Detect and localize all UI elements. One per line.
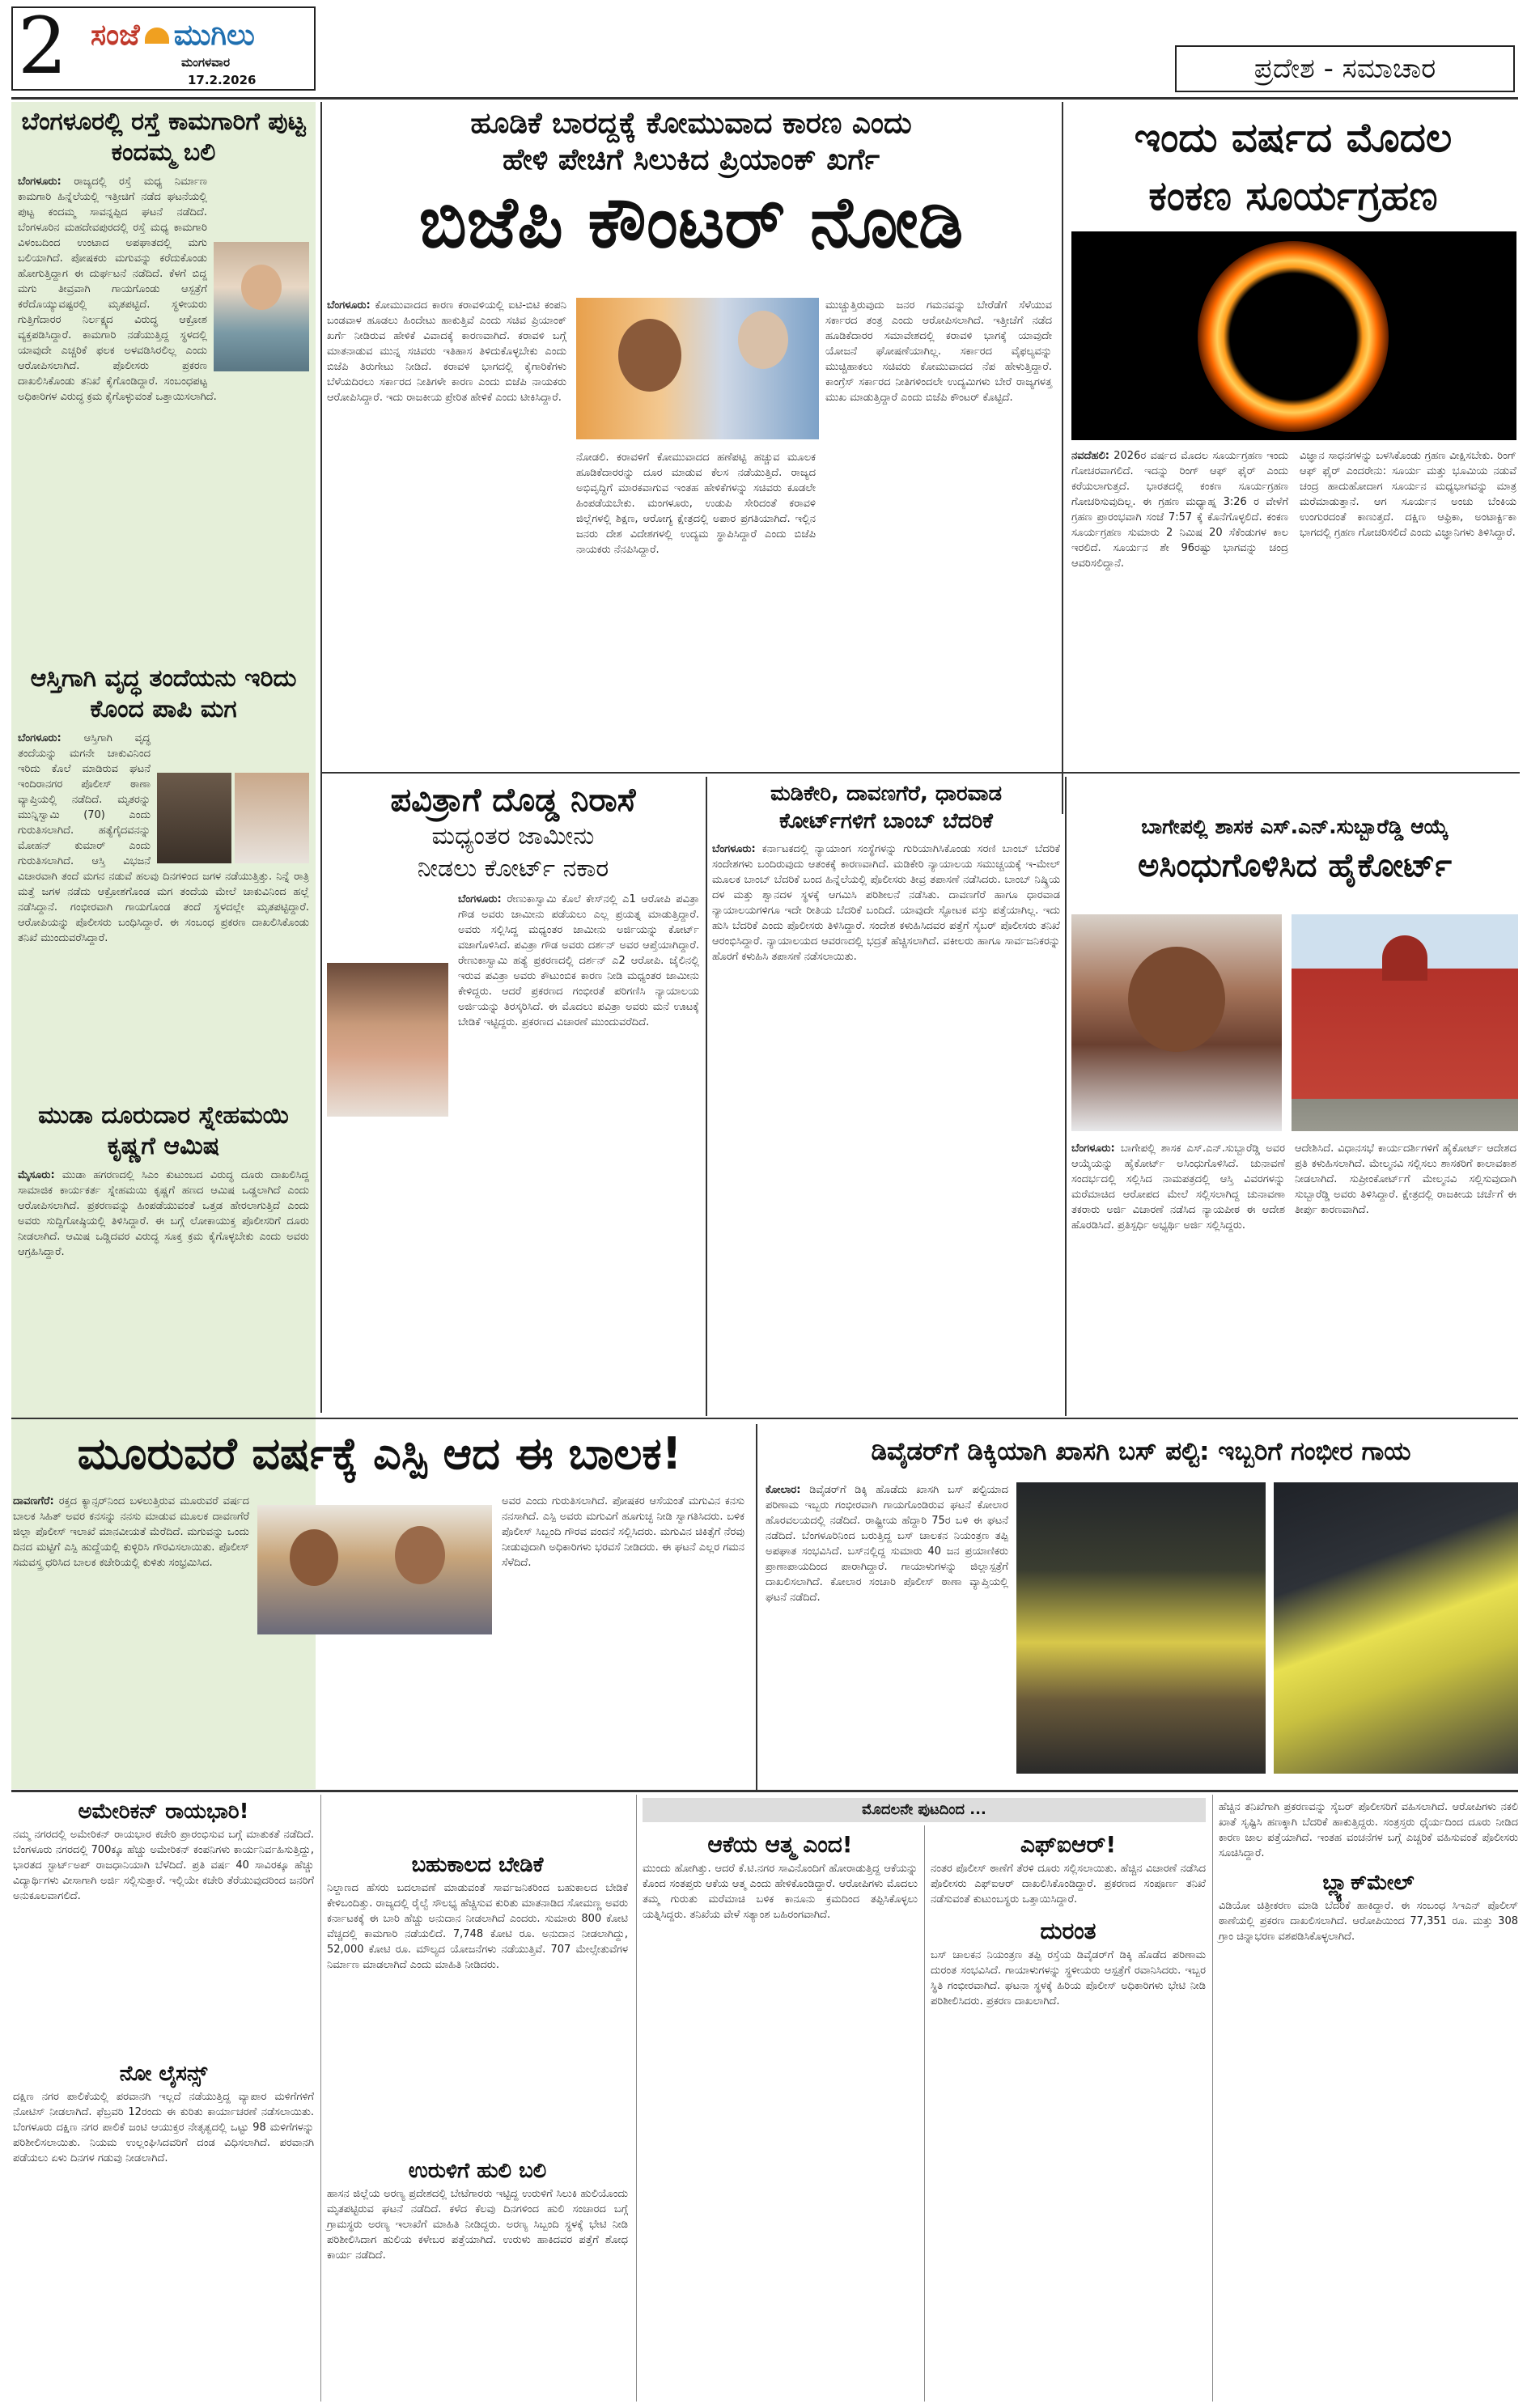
brand-part2: ಮುಗಿಲು — [173, 19, 255, 52]
body-text: ಮುಚ್ಚುತ್ತಿರುವುದು ಜನರ ಗಮನವನ್ನು ಬೇರೆಡೆಗೆ ಸೆಳೆಯುವ ಸರ್ಕಾರದ ತಂತ್ರ ಎಂದು ಆರೋಪಿಸಲಾಗಿದೆ. ಇತ್ತೀಚೆಗೆ ನಡೆದ ಹೂಡಿಕೆದಾರರ ಸಮಾವೇಶದಲ್ಲಿ ಕರಾವಳಿ ಭಾಗಕ್ಕೆ ಯಾವುದೇ ಯೋಜನೆ ಘೋಷಣೆಯಾಗಿಲ್ಲ. ಸರ್ಕಾರದ ವೈಫಲ್ಯವನ್ನು ಮುಚ್ಚಿಹಾಕಲು ಸಚಿವರು ಕೋಮುವಾದದ ನೆಪ ಹೇಳುತ್ತಿದ್ದಾರೆ. ಕಾಂಗ್ರೆಸ್ ಸರ್ಕಾರದ ನೀತಿಗಳಿಂದಲೇ ಉದ್ಯಮಿಗಳು ಬೇರೆ ರಾಜ್ಯಗಳತ್ತ ಮುಖ ಮಾಡುತ್ತಿದ್ದಾರೆ ಎಂದು ಬಿಜೆಪಿ ಕೌಂಟರ್ ಕೊಟ್ಟಿದೆ. — [825, 299, 1052, 404]
sp-boy-photo — [257, 1505, 492, 1634]
bjp-photo — [576, 298, 819, 439]
story-road-death — [18, 107, 309, 405]
dateline: ಬೆಂಗಳೂರು: — [18, 176, 62, 188]
body: ನಮ್ಮ ನಗರದಲ್ಲಿ ಅಮೇರಿಕನ್ ರಾಯಭಾರ ಕಚೇರಿ ಪ್ರಾರಂಭಿಸುವ ಬಗ್ಗೆ ಮಾತುಕತೆ ನಡೆದಿದೆ. ಬೆಂಗಳೂರು ನಗರದಲ್ಲಿ 700ಕ್ಕೂ ಹೆಚ್ಚು ಅಮೇರಿಕನ್ ಕಂಪನಿಗಳು ಕಾರ್ಯನಿರ್ವಹಿಸುತ್ತಿದ್ದು, ಭಾರತದ ಸ್ಟಾರ್ಟ್‌ಅಪ್ ರಾಜಧಾನಿಯಾಗಿ ಬೆಳೆದಿದೆ. ಪ್ರತಿ ವರ್ಷ 40 ಸಾವಿರಕ್ಕೂ ಹೆಚ್ಚು ವಿದ್ಯಾರ್ಥಿಗಳು ವೀಸಾಗಾಗಿ ಅರ್ಜಿ ಸಲ್ಲಿಸುತ್ತಾರೆ. ಇಲ್ಲಿಯೇ ಕಚೇರಿ ತೆರೆಯುವುದರಿಂದ ಜನರಿಗೆ ಅನುಕೂಲವಾಗಲಿದೆ. — [13, 1829, 314, 1902]
body-text: ರೇಣುಕಾಸ್ವಾಮಿ ಕೊಲೆ ಕೇಸ್‌ನಲ್ಲಿ ಎ1 ಆರೋಪಿ ಪವಿತ್ರಾ ಗೌಡ ಅವರು ಜಾಮೀನು ಪಡೆಯಲು ಎಲ್ಲ ಪ್ರಯತ್ನ ಮಾಡುತ್ತಿದ್ದಾರೆ. ಅವರು ಸಲ್ಲಿಸಿದ್ದ ಮಧ್ಯಂತರ ಜಾಮೀನು ಅರ್ಜಿಯನ್ನು ಕೋರ್ಟ್ ವಜಾಗೊಳಿಸಿದೆ. ಪವಿತ್ರಾ ಗೌಡ ಅವರು ದರ್ಶನ್ ಅವರ ಆಪ್ತೆಯಾಗಿದ್ದಾರೆ. ರೇಣುಕಾಸ್ವಾಮಿ ಹತ್ಯೆ ಪ್ರಕರಣದಲ್ಲಿ ದರ್ಶನ್ ಎ2 ಆರೋಪಿ. ಜೈಲಿನಲ್ಲಿ ಇರುವ ಪವಿತ್ರಾ ಅವರು ಕೌಟುಂಬಿಕ ಕಾರಣ ನೀಡಿ ಮಧ್ಯಂತರ ಜಾಮೀನು ಕೇಳಿದ್ದರು. ಆದರೆ ಪ್ರಕರಣದ ಗಂಭೀರತೆ ಪರಿಗಣಿಸಿ ನ್ಯಾಯಾಲಯ ಅರ್ಜಿಯನ್ನು ತಿರಸ್ಕರಿಸಿದೆ. ಈ ಮೊದಲು ಪವಿತ್ರಾ ಅವರು ಮನೆ ಊಟಕ್ಕೆ ಬೇಡಿಕೆ ಇಟ್ಟಿದ್ದರು. ಪ್ರಕರಣದ ವಿಚಾರಣೆ ಮುಂದುವರೆದಿದೆ. — [458, 893, 699, 1028]
story-bjp-counter — [327, 105, 1055, 267]
sub-heading: ಎಫ್‌ಐಆರ್! — [1020, 1831, 1117, 1858]
headline-line2: ಕಂಕಣ ಸೂರ್ಯಗ್ರಹಣ — [1148, 172, 1438, 219]
headline-line2: ಮಧ್ಯಂತರ ಜಾಮೀನು — [431, 822, 595, 850]
body-text: ಆದೇಶಿಸಿದೆ. ವಿಧಾನಸಭೆ ಕಾರ್ಯದರ್ಶಿಗಳಿಗೆ ಹೈಕೋರ್ಟ್ ಆದೇಶದ ಪ್ರತಿ ಕಳುಹಿಸಲಾಗಿದೆ. ಮೇಲ್ಮನವಿ ಸಲ್ಲಿಸಲು ಶಾಸಕರಿಗೆ ಕಾಲಾವಕಾಶ ನೀಡಲಾಗಿದೆ. ಸುಪ್ರೀಂಕೋರ್ಟ್‌ಗೆ ಮೇಲ್ಮನವಿ ಸಲ್ಲಿಸುವುದಾಗಿ ಸುಬ್ಬಾರೆಡ್ಡಿ ಅವರು ತಿಳಿಸಿದ್ದಾರೆ. ಕ್ಷೇತ್ರದಲ್ಲಿ ರಾಜಕೀಯ ಚರ್ಚೆಗೆ ಈ ತೀರ್ಪು ಕಾರಣವಾಗಿದೆ. — [1295, 1143, 1516, 1216]
headline: ಮುಡಾ ದೂರುದಾರ ಸ್ನೇಹಮಯಿ ಕೃಷ್ಣಗೆ ಆಮಿಷ — [38, 1101, 289, 1160]
continued-banner: ಮೊದಲನೇ ಪುಟದಿಂದ ... — [643, 1798, 1206, 1822]
accused-photos — [157, 773, 309, 863]
eclipse-photo — [1071, 231, 1516, 440]
dateline: ಬೆಂಗಳೂರು: — [458, 893, 502, 905]
dateline: ಬೆಂಗಳೂರು: — [712, 843, 756, 855]
bus-photo-1 — [1016, 1482, 1266, 1774]
dateline: ದಾವಣಗೆರೆ: — [13, 1495, 54, 1507]
mla-col1 — [1071, 1141, 1285, 1233]
dateline: ನವದೆಹಲಿ: — [1071, 450, 1109, 462]
masthead-rule — [11, 97, 1518, 100]
brief-demand — [327, 1850, 628, 1973]
headline-line1: ಪವಿತ್ರಾಗೆ ದೊಡ್ಡ ನಿರಾಸೆ — [390, 782, 636, 819]
weekday: ಮಂಗಳವಾರ — [181, 55, 231, 70]
brand-logo — [91, 16, 309, 55]
body-text: ನೋಡಲಿ. ಕರಾವಳಿಗೆ ಕೋಮುವಾದದ ಹಣೆಪಟ್ಟಿ ಹಚ್ಚುವ ಮೂಲಕ ಹೂಡಿಕೆದಾರರನ್ನು ದೂರ ಮಾಡುವ ಕೆಲಸ ನಡೆಯುತ್ತಿದೆ. ರಾಜ್ಯದ ಅಭಿವೃದ್ಧಿಗೆ ಮಾರಕವಾಗುವ ಇಂತಹ ಹೇಳಿಕೆಗಳನ್ನು ಸಚಿವರು ಕೂಡಲೇ ಹಿಂಪಡೆಯಬೇಕು. ಮಂಗಳೂರು, ಉಡುಪಿ ಸೇರಿದಂತೆ ಕರಾವಳಿ ಜಿಲ್ಲೆಗಳಲ್ಲಿ ಶಿಕ್ಷಣ, ಆರೋಗ್ಯ ಕ್ಷೇತ್ರದಲ್ಲಿ ಅಪಾರ ಪ್ರಗತಿಯಾಗಿದೆ. ಇಲ್ಲಿನ ಜನರು ದೇಶ ವಿದೇಶಗಳಲ್ಲಿ ಉದ್ಯಮ ಸ್ಥಾಪಿಸಿದ್ದಾರೆ ಎಂದು ಬಿಜೆಪಿ ನಾಯಕರು ನೆನಪಿಸಿದ್ದಾರೆ. — [576, 451, 816, 556]
body: ದಕ್ಷಿಣ ನಗರ ಪಾಲಿಕೆಯಲ್ಲಿ ಪರವಾನಗಿ ಇಲ್ಲದೆ ನಡೆಯುತ್ತಿದ್ದ ವ್ಯಾಪಾರ ಮಳಿಗೆಗಳಿಗೆ ನೋಟಿಸ್ ನೀಡಲಾಗಿದೆ. ಫೆಬ್ರವರಿ 12ರಂದು ಈ ಕುರಿತು ಕಾರ್ಯಾಚರಣೆ ನಡೆಸಲಾಯಿತು. ಬೆಂಗಳೂರು ದಕ್ಷಿಣ ನಗರ ಪಾಲಿಕೆ ಜಂಟಿ ಆಯುಕ್ತರ ನೇತೃತ್ವದಲ್ಲಿ ಒಟ್ಟು 98 ಮಳಿಗೆಗಳನ್ನು ಪರಿಶೀಲಿಸಲಾಯಿತು. ನಿಯಮ ಉಲ್ಲಂಘಿಸಿದವರಿಗೆ ದಂಡ ವಿಧಿಸಲಾಗಿದೆ. ಪರವಾನಗಿ ಪಡೆಯಲು ಏಳು ದಿನಗಳ ಗಡುವು ನೀಡಲಾಗಿದೆ. — [13, 2091, 314, 2164]
body-text: ಡಿವೈಡರ್‌ಗೆ ಡಿಕ್ಕಿ ಹೊಡೆದು ಖಾಸಗಿ ಬಸ್ ಪಲ್ಟಿಯಾದ ಪರಿಣಾಮ ಇಬ್ಬರು ಗಂಭೀರವಾಗಿ ಗಾಯಗೊಂಡಿರುವ ಘಟನೆ ಕೋಲಾರ ಹೊರವಲಯದಲ್ಲಿ ನಡೆದಿದೆ. ರಾಷ್ಟ್ರೀಯ ಹೆದ್ದಾರಿ 75ರ ಬಳಿ ಈ ಘಟನೆ ನಡೆದಿದೆ. ಬೆಂಗಳೂರಿನಿಂದ ಬರುತ್ತಿದ್ದ ಬಸ್ ಚಾಲಕನ ನಿಯಂತ್ರಣ ತಪ್ಪಿ ಅಪಘಾತ ಸಂಭವಿಸಿದೆ. ಬಸ್‌ನಲ್ಲಿದ್ದ ಸುಮಾರು 40 ಜನ ಪ್ರಯಾಣಿಕರು ಪ್ರಾಣಾಪಾಯದಿಂದ ಪಾರಾಗಿದ್ದಾರೆ. ಗಾಯಾಳುಗಳನ್ನು ಜಿಲ್ಲಾಸ್ಪತ್ರೆಗೆ ದಾಖಲಿಸಲಾಗಿದೆ. ಕೋಲಾರ ಸಂಚಾರಿ ಪೊಲೀಸ್ ಠಾಣಾ ವ್ಯಾಪ್ತಿಯಲ್ಲಿ ಘಟನೆ ನಡೆದಿದೆ. — [766, 1484, 1008, 1604]
story-bus — [764, 1434, 1518, 1469]
section-label: ಪ್ರದೇಶ - ಸಮಾಚಾರ — [1175, 45, 1515, 92]
body-text: ಕೋಮುವಾದದ ಕಾರಣ ಕರಾವಳಿಯಲ್ಲಿ ಐಟಿ-ಬಿಟಿ ಕಂಪನಿ ಬಂಡವಾಳ ಹೂಡಲು ಹಿಂದೇಟು ಹಾಕುತ್ತಿವೆ ಎಂದು ಸಚಿವ ಪ್ರಿಯಾಂಕ್ ಖರ್ಗೆ ನೀಡಿರುವ ಹೇಳಿಕೆ ವಿವಾದಕ್ಕೆ ಕಾರಣವಾಗಿದೆ. ಕರಾವಳಿ ಬಗ್ಗೆ ಮಾತನಾಡುವ ಮುನ್ನ ಸಚಿವರು ಇತಿಹಾಸ ತಿಳಿದುಕೊಳ್ಳಬೇಕು ಎಂದು ಬಿಜೆಪಿ ತಿರುಗೇಟು ನೀಡಿದೆ. ಕರಾವಳಿ ಭಾಗದಲ್ಲಿ ಕೈಗಾರಿಕೆಗಳು ಬೆಳೆಯದಿರಲು ಸರ್ಕಾರದ ನೀತಿಗಳೇ ಕಾರಣ ಎಂದು ಬಿಜೆಪಿ ನಾಯಕರು ಆರೋಪಿಸಿದ್ದಾರೆ. ಇದು ರಾಜಕೀಯ ಪ್ರೇರಿತ ಹೇಳಿಕೆ ಎಂದು ಟೀಕಿಸಿದ್ದಾರೆ. — [327, 299, 566, 404]
bjp-col2 — [576, 450, 816, 557]
body-text: ರಕ್ತದ ಕ್ಯಾನ್ಸರ್‌ನಿಂದ ಬಳಲುತ್ತಿರುವ ಮೂರುವರೆ ವರ್ಷದ ಬಾಲಕ ಸಿಹಿತ್ ಅವರ ಕನಸನ್ನು ನನಸು ಮಾಡುವ ಮೂಲಕ ದಾವಣಗೆರೆ ಜಿಲ್ಲಾ ಪೊಲೀಸ್ ಇಲಾಖೆ ಮಾನವೀಯತೆ ಮೆರೆದಿದೆ. ಮಗುವನ್ನು ಒಂದು ದಿನದ ಮಟ್ಟಿಗೆ ಎಸ್ಪಿ ಹುದ್ದೆಯಲ್ಲಿ ಕುಳ್ಳಿರಿಸಿ ಗೌರವಿಸಲಾಯಿತು. ಪೊಲೀಸ್ ಸಮವಸ್ತ್ರ ಧರಿಸಿದ ಬಾಲಕ ಕಚೇರಿಯಲ್ಲಿ ಕುಳಿತು ಸಂಭ್ರಮಿಸಿದ. — [13, 1495, 249, 1569]
brief-rule-2 — [636, 1795, 637, 2402]
dateline: ಬೆಂಗಳೂರು: — [1071, 1143, 1115, 1155]
bjp-col3 — [825, 298, 1052, 405]
brand-part1: ಸಂಜೆ — [91, 19, 140, 52]
sp-boy-col1 — [13, 1494, 249, 1571]
headline-line1: ಇಂದು ವರ್ಷದ ಮೊದಲ — [1134, 114, 1453, 161]
high-court-photo — [1292, 914, 1518, 1131]
eclipse-col2 — [1300, 448, 1516, 541]
headline: ಡಿವೈಡರ್‌ಗೆ ಡಿಕ್ಕಿಯಾಗಿ ಖಾಸಗಿ ಬಸ್ ಪಲ್ಟಿ: ಇಬ್ಬರಿಗೆ ಗಂಭೀರ ಗಾಯ — [871, 1437, 1411, 1466]
brief-tiger — [327, 2156, 628, 2263]
headline: ನೋ ಲೈಸನ್ಸ್ — [119, 2062, 208, 2086]
headline-line2: ಕೋರ್ಟ್‌ಗಳಿಗೆ ಬಾಂಬ್ ಬೆದರಿಕೆ — [779, 809, 993, 833]
headline: ಉರುಳಿಗೆ ಹುಲಿ ಬಲಿ — [408, 2159, 547, 2183]
brief-rule-1 — [320, 1795, 321, 2402]
bottom-section-rule — [11, 1790, 1518, 1792]
dateline: ಕೋಲಾರ: — [766, 1484, 801, 1496]
sp-boy-rule — [756, 1424, 757, 1790]
dateline: ಬೆಂಗಳೂರು: — [327, 299, 371, 312]
body-text: ಕರ್ನಾಟಕದಲ್ಲಿ ನ್ಯಾಯಾಂಗ ಸಂಸ್ಥೆಗಳನ್ನು ಗುರಿಯಾಗಿಸಿಕೊಂಡು ಸರಣಿ ಬಾಂಬ್ ಬೆದರಿಕೆ ಸಂದೇಶಗಳು ಬಂದಿರುವುದು ಆತಂಕಕ್ಕೆ ಕಾರಣವಾಗಿದೆ. ಮಡಿಕೇರಿ ನ್ಯಾಯಾಲಯ ಸಮುಚ್ಚಯಕ್ಕೆ ಇ-ಮೇಲ್ ಮೂಲಕ ಬಾಂಬ್ ಬೆದರಿಕೆ ಬಂದ ಹಿನ್ನೆಲೆಯಲ್ಲಿ ಪೊಲೀಸರು ತೀವ್ರ ತಪಾಸಣೆ ನಡೆಸಿದರು. ಬಾಂಬ್ ನಿಷ್ಕ್ರಿಯ ದಳ ಮತ್ತು ಶ್ವಾನದಳ ಸ್ಥಳಕ್ಕೆ ಆಗಮಿಸಿ ಪರಿಶೀಲನೆ ನಡೆಸಿತು. ದಾವಣಗೆರೆ ಹಾಗೂ ಧಾರವಾಡ ನ್ಯಾಯಾಲಯಗಳಿಗೂ ಇದೇ ರೀತಿಯ ಬೆದರಿಕೆ ಬಂದಿದೆ. ಯಾವುದೇ ಸ್ಫೋಟಕ ವಸ್ತು ಪತ್ತೆಯಾಗಿಲ್ಲ. ಇದು ಹುಸಿ ಬೆದರಿಕೆ ಎಂದು ಪೊಲೀಸರು ತಿಳಿಸಿದ್ದಾರೆ. ಸಂದೇಶ ಕಳುಹಿಸಿದವರ ಪತ್ತೆಗೆ ಸೈಬರ್ ಪೊಲೀಸರು ತನಿಖೆ ಆರಂಭಿಸಿದ್ದಾರೆ. ನ್ಯಾಯಾಲಯದ ಆವರಣದಲ್ಲಿ ಭದ್ರತೆ ಹೆಚ್ಚಿಸಲಾಗಿದೆ. ವಕೀಲರು ಹಾಗೂ ಸಾರ್ವಜನಿಕರನ್ನು ಹೊರಗೆ ಕಳುಹಿಸಿ ತಪಾಸಣೆ ನಡೆಸಲಾಯಿತು. — [712, 843, 1061, 963]
headline-line3: ನೀಡಲು ಕೋರ್ಟ್ ನಕಾರ — [417, 854, 609, 883]
body: ಹಾಸನ ಜಿಲ್ಲೆಯ ಅರಣ್ಯ ಪ್ರದೇಶದಲ್ಲಿ ಬೇಟೆಗಾರರು ಇಟ್ಟಿದ್ದ ಉರುಳಿಗೆ ಸಿಲುಕಿ ಹುಲಿಯೊಂದು ಮೃತಪಟ್ಟಿರುವ ಘಟನೆ ನಡೆದಿದೆ. ಕಳೆದ ಕೆಲವು ದಿನಗಳಿಂದ ಹುಲಿ ಸಂಚಾರದ ಬಗ್ಗೆ ಗ್ರಾಮಸ್ಥರು ಅರಣ್ಯ ಇಲಾಖೆಗೆ ಮಾಹಿತಿ ನೀಡಿದ್ದರು. ಅರಣ್ಯ ಸಿಬ್ಬಂದಿ ಸ್ಥಳಕ್ಕೆ ಭೇಟಿ ನೀಡಿ ಪರಿಶೀಲಿಸಿದಾಗ ಹುಲಿಯ ಕಳೇಬರ ಪತ್ತೆಯಾಗಿದೆ. ಉರುಳು ಹಾಕಿದವರ ಪತ್ತೆಗೆ ಶೋಧ ಕಾರ್ಯ ನಡೆದಿದೆ. — [327, 2188, 628, 2262]
body: ವಿಡಿಯೋ ಚಿತ್ರೀಕರಣ ಮಾಡಿ ಬೆದರಿಕೆ ಹಾಕಿದ್ದಾರೆ. ಈ ಸಂಬಂಧ ಸಿಇಎನ್ ಪೊಲೀಸ್ ಠಾಣೆಯಲ್ಲಿ ಪ್ರಕರಣ ದಾಖಲಿಸಲಾಗಿದೆ. ಆರೋಪಿಯಿಂದ 77,351 ರೂ. ಮತ್ತು 308 ಗ್ರಾಂ ಚಿನ್ನಾಭರಣ ವಶಪಡಿಸಿಕೊಳ್ಳಲಾಗಿದೆ. — [1219, 1900, 1518, 1943]
body: ಮುಂದು ಹೋಗಿತ್ತು. ಆದರೆ ಕೆ.ಟಿ.ನಗರ ಸಾವಿನೊಂದಿಗೆ ಹೋರಾಡುತ್ತಿದ್ದ ಆಕೆಯನ್ನು ಕೊಂದ ಸಂತಪ್ತರು ಆಕೆಯ ಆತ್ಮ ಎಂದು ಹೇಳಿಕೊಂಡಿದ್ದಾರೆ. ಆರೋಪಿಗಳು ಮೊದಲು ತಮ್ಮ ಗುರುತು ಮರೆಮಾಚಿ ಬಳಿಕ ಕಾನೂನು ಕ್ರಮದಿಂದ ತಪ್ಪಿಸಿಕೊಳ್ಳಲು ಯತ್ನಿಸಿದ್ದರು. ತನಿಖೆಯ ವೇಳೆ ಸತ್ಯಾಂಶ ಬಹಿರಂಗವಾಗಿದೆ. — [643, 1863, 918, 1921]
headline: ಬಿಜೆಪಿ ಕೌಂಟರ್ ನೋಡಿ — [418, 180, 964, 264]
photo-accused — [157, 773, 231, 863]
photo-victim — [235, 773, 309, 863]
mla-col2 — [1295, 1141, 1516, 1218]
brief-no-license — [13, 2058, 314, 2166]
body-text: ರಾಜ್ಯದಲ್ಲಿ ರಸ್ತೆ ಮಧ್ಯ ನಿರ್ಮಾಣ ಕಾಮಗಾರಿ ಹಿನ್ನೆಲೆಯಲ್ಲಿ ಇತ್ತೀಚಿಗೆ ನಡೆದ ಘಟನೆಯಲ್ಲಿ ಪುಟ್ಟ ಕಂದಮ್ಮ ಸಾವನ್ನಪ್ಪಿದ ಘಟನೆ ನಡೆದಿದೆ. ಬೆಂಗಳೂರಿನ ಮಹದೇವಪುರದಲ್ಲಿ ರಸ್ತೆ ಮಧ್ಯ ಕಾಮಗಾರಿ ವಿಳಂಬದಿಂದ ಉಂಟಾದ ಅಪಘಾತದಲ್ಲಿ ಮಗು ಬಲಿಯಾಗಿದೆ. ಪೋಷಕರು ಮಗುವನ್ನು ಕರೆದುಕೊಂಡು ಹೋಗುತ್ತಿದ್ದಾಗ ಈ ದುರ್ಘಟನೆ ನಡೆದಿದೆ. ಕೆಳಗೆ ಬಿದ್ದ ಮಗು ತೀವ್ರವಾಗಿ ಗಾಯಗೊಂಡು ಆಸ್ಪತ್ರೆಗೆ ಕರೆದೊಯ್ಯುವಷ್ಟರಲ್ಲಿ ಮೃತಪಟ್ಟಿದೆ. ಸ್ಥಳೀಯರು ಗುತ್ತಿಗೆದಾರರ ನಿರ್ಲಕ್ಷ್ಯದ ವಿರುದ್ಧ ಆಕ್ರೋಶ ವ್ಯಕ್ತಪಡಿಸಿದ್ದಾರೆ. ಕಾಮಗಾರಿ ನಡೆಯುತ್ತಿದ್ದ ಸ್ಥಳದಲ್ಲಿ ಯಾವುದೇ ಎಚ್ಚರಿಕೆ ಫಲಕ ಅಳವಡಿಸಿರಲಿಲ್ಲ ಎಂದು ಆರೋಪಿಸಲಾಗಿದೆ. ಪೊಲೀಸರು ಪ್ರಕರಣ ದಾಖಲಿಸಿಕೊಂಡು ತನಿಖೆ ಕೈಗೊಂಡಿದ್ದಾರೆ. ಸಂಬಂಧಪಟ್ಟ ಅಧಿಕಾರಿಗಳ ವಿರುದ್ಧ ಕ್ರಮ ಕೈಗೊಳ್ಳುವಂತೆ ಒತ್ತಾಯಿಸಲಾಗಿದೆ. — [18, 176, 217, 403]
brief-rule-3 — [924, 1825, 925, 2402]
headline: ಬೆಂಗಳೂರಲ್ಲಿ ರಸ್ತೆ ಕಾಮಗಾರಿಗೆ ಪುಟ್ಟ ಕಂದಮ್ಮ ಬಲಿ — [21, 108, 306, 167]
eclipse-rule — [1062, 102, 1063, 814]
bomb-rule — [1065, 777, 1067, 1416]
masthead — [11, 1, 316, 91]
eclipse-col1 — [1071, 448, 1288, 571]
story-father-killed — [18, 663, 309, 946]
lower-rule — [11, 1418, 1518, 1419]
body: ನಂತರ ಪೊಲೀಸ್ ಠಾಣೆಗೆ ತೆರಳಿ ದೂರು ಸಲ್ಲಿಸಲಾಯಿತು. ಹೆಚ್ಚಿನ ವಿಚಾರಣೆ ನಡೆಸಿದ ಪೊಲೀಸರು ಎಫ್‌ಐಆರ್ ದಾಖಲಿಸಿಕೊಂಡಿದ್ದಾರೆ. ಪ್ರಕರಣದ ಸಂಪೂರ್ಣ ತನಿಖೆ ನಡೆಸುವಂತೆ ಕುಟುಂಬಸ್ಥರು ಒತ್ತಾಯಿಸಿದ್ದಾರೆ. — [931, 1863, 1206, 1906]
story-sp-boy — [11, 1426, 748, 1482]
kicker-line1: ಹೂಡಿಕೆ ಬಾರದ್ದಕ್ಕೆ ಕೋಮುವಾದ ಕಾರಣ ಎಂದು — [470, 107, 912, 140]
date: 17.2.2026 — [188, 73, 257, 87]
continued-col1 — [643, 1829, 918, 1923]
headline-line1: ಮಡಿಕೇರಿ, ದಾವಣಗೆರೆ, ಧಾರವಾಡ — [770, 782, 1003, 806]
bjp-col1 — [327, 298, 566, 405]
dateline: ಮೈಸೂರು: — [18, 1169, 55, 1181]
story-muda — [18, 1100, 309, 1260]
body-text: ಆಸ್ತಿಗಾಗಿ ವೃದ್ಧ ತಂದೆಯನ್ನು ಮಗನೇ ಚಾಕುವಿನಿಂದ ಇರಿದು ಕೊಲೆ ಮಾಡಿರುವ ಘಟನೆ ಇಂದಿರಾನಗರ ಪೊಲೀಸ್ ಠಾಣಾ ವ್ಯಾಪ್ತಿಯಲ್ಲಿ ನಡೆದಿದೆ. ಮೃತರನ್ನು ಮುನ್ನಿಸ್ವಾಮಿ (70) ಎಂದು ಗುರುತಿಸಲಾಗಿದೆ. ಹತ್ಯೆಗೈದವನನ್ನು ಮೋಹನ್ ಕುಮಾರ್ ಎಂದು ಗುರುತಿಸಲಾಗಿದೆ. ಆಸ್ತಿ ವಿಭಜನೆ ವಿಚಾರವಾಗಿ ತಂದೆ ಮಗನ ನಡುವೆ ಹಲವು ದಿನಗಳಿಂದ ಜಗಳ ನಡೆಯುತ್ತಿತ್ತು. ನಿನ್ನೆ ರಾತ್ರಿ ಮತ್ತೆ ಜಗಳ ನಡೆದು ಆಕ್ರೋಶಗೊಂಡ ಮಗ ತಂದೆಯ ಮೇಲೆ ಚಾಕುವಿನಿಂದ ಹಲ್ಲೆ ನಡೆಸಿದ್ದಾನೆ. ಗಂಭೀರವಾಗಿ ಗಾಯಗೊಂಡ ತಂದೆ ಸ್ಥಳದಲ್ಲೇ ಮೃತಪಟ್ಟಿದ್ದಾರೆ. ಆರೋಪಿಯನ್ನು ಪೊಲೀಸರು ಬಂಧಿಸಿದ್ದಾರೆ. ಈ ಸಂಬಂಧ ಪ್ರಕರಣ ದಾಖಲಿಸಿಕೊಂಡು ತನಿಖೆ ಮುಂದುವರೆಸಿದ್ದಾರೆ. — [18, 732, 309, 944]
headline: ಬಹುಕಾಲದ ಬೇಡಿಕೆ — [411, 1853, 544, 1877]
intro: ಹೆಚ್ಚಿನ ತನಿಖೆಗಾಗಿ ಪ್ರಕರಣವನ್ನು ಸೈಬರ್ ಪೊಲೀಸರಿಗೆ ವಹಿಸಲಾಗಿದೆ. ಆರೋಪಿಗಳು ನಕಲಿ ಖಾತೆ ಸೃಷ್ಟಿಸಿ ಹಣಕ್ಕಾಗಿ ಬೆದರಿಕೆ ಹಾಕುತ್ತಿದ್ದರು. ಸಂತ್ರಸ್ತರು ಧೈರ್ಯದಿಂದ ದೂರು ನೀಡಿದ ಕಾರಣ ಜಾಲ ಪತ್ತೆಯಾಗಿದೆ. ಇಂತಹ ವಂಚನೆಗಳ ಬಗ್ಗೆ ಎಚ್ಚರಿಕೆ ವಹಿಸುವಂತೆ ಪೊಲೀಸರು ಸೂಚಿಸಿದ್ದಾರೆ. — [1219, 1801, 1518, 1859]
bail-rule — [706, 777, 707, 1416]
kicker-line2: ಹೇಳಿ ಪೇಚಿಗೆ ಸಿಲುಕಿದ ಪ್ರಿಯಾಂಕ್ ಖರ್ಗೆ — [502, 143, 880, 176]
headline: ಅಮೇರಿಕನ್ ರಾಯಭಾರಿ! — [78, 1800, 249, 1824]
sun-icon — [145, 28, 169, 44]
brief-blackmail — [1219, 1800, 1518, 1944]
body-text: ಬಾಗೇಪಲ್ಲಿ ಶಾಸಕ ಎಸ್.ಎನ್.ಸುಬ್ಬಾರೆಡ್ಡಿ ಅವರ ಆಯ್ಕೆಯನ್ನು ಹೈಕೋರ್ಟ್ ಅಸಿಂಧುಗೊಳಿಸಿದೆ. ಚುನಾವಣೆ ಸಂದರ್ಭದಲ್ಲಿ ಸಲ್ಲಿಸಿದ ನಾಮಪತ್ರದಲ್ಲಿ ಆಸ್ತಿ ವಿವರಗಳನ್ನು ಮರೆಮಾಚಿದ ಆರೋಪದ ಮೇಲೆ ಸಲ್ಲಿಸಲಾಗಿದ್ದ ಚುನಾವಣಾ ತಕರಾರು ಅರ್ಜಿ ವಿಚಾರಣೆ ನಡೆಸಿದ ನ್ಯಾಯಪೀಠ ಈ ಆದೇಶ ಹೊರಡಿಸಿದೆ. ಪ್ರತಿಸ್ಪರ್ಧಿ ಅಭ್ಯರ್ಥಿ ಅರ್ಜಿ ಸಲ್ಲಿಸಿದ್ದರು. — [1071, 1143, 1285, 1232]
child-photo — [214, 242, 309, 371]
story-eclipse — [1068, 108, 1518, 225]
body-text: 2026ರ ವರ್ಷದ ಮೊದಲ ಸೂರ್ಯಗ್ರಹಣ ಇಂದು ಗೋಚರವಾಗಲಿದೆ. ಇದನ್ನು ರಿಂಗ್ ಆಫ್ ಫೈರ್ ಎಂದು ಕರೆಯಲಾಗುತ್ತದೆ. ಭಾರತದಲ್ಲಿ ಕಂಕಣ ಸೂರ್ಯಗ್ರಹಣ ಗೋಚರಿಸುವುದಿಲ್ಲ. ಈ ಗ್ರಹಣ ಮಧ್ಯಾಹ್ನ 3:26 ರ ವೇಳೆಗೆ ಗ್ರಹಣ ಪ್ರಾರಂಭವಾಗಿ ಸಂಜೆ 7:57 ಕ್ಕೆ ಕೊನೆಗೊಳ್ಳಲಿದೆ. ಕಂಕಣ ಸೂರ್ಯಗ್ರಹಣ ಸುಮಾರು 2 ನಿಮಿಷ 20 ಸೆಕೆಂಡುಗಳ ಕಾಲ ಇರಲಿದೆ. ಸೂರ್ಯನ ಶೇ 96ರಷ್ಟು ಭಾಗವನ್ನು ಚಂದ್ರ ಆವರಿಸಲಿದ್ದಾನೆ. — [1071, 450, 1288, 570]
body-text: ಮುಡಾ ಹಗರಣದಲ್ಲಿ ಸಿಎಂ ಕುಟುಂಬದ ವಿರುದ್ಧ ದೂರು ದಾಖಲಿಸಿದ್ದ ಸಾಮಾಜಿಕ ಕಾರ್ಯಕರ್ತ ಸ್ನೇಹಮಯಿ ಕೃಷ್ಣಗೆ ಹಣದ ಆಮಿಷ ಒಡ್ಡಲಾಗಿದೆ ಎಂದು ಆರೋಪಿಸಲಾಗಿದೆ. ಪ್ರಕರಣವನ್ನು ಹಿಂಪಡೆಯುವಂತೆ ಒತ್ತಡ ಹೇರಲಾಗುತ್ತಿದೆ ಎಂದು ಅವರು ಸುದ್ದಿಗೋಷ್ಠಿಯಲ್ಲಿ ತಿಳಿಸಿದ್ದಾರೆ. ಈ ಬಗ್ಗೆ ಲೋಕಾಯುಕ್ತ ಪೊಲೀಸರಿಗೆ ದೂರು ನೀಡಲಾಗಿದೆ. ಆಮಿಷ ಒಡ್ಡಿದವರ ವಿರುದ್ಧ ಸೂಕ್ತ ಕ್ರಮ ಕೈಗೊಳ್ಳಬೇಕು ಎಂದು ಅವರು ಆಗ್ರಹಿಸಿದ್ದಾರೆ. — [18, 1169, 309, 1258]
brief-rule-4 — [1212, 1795, 1213, 2402]
body-text: ಅವರ ಎಂದು ಗುರುತಿಸಲಾಗಿದೆ. ಪೋಷಕರ ಆಸೆಯಂತೆ ಮಗುವಿನ ಕನಸು ನನಸಾಗಿದೆ. ಎಸ್ಪಿ ಅವರು ಮಗುವಿಗೆ ಹೂಗುಚ್ಛ ನೀಡಿ ಸ್ವಾಗತಿಸಿದರು. ಬಳಿಕ ಪೊಲೀಸ್ ಸಿಬ್ಬಂದಿ ಗೌರವ ವಂದನೆ ಸಲ್ಲಿಸಿದರು. ಮಗುವಿನ ಚಿಕಿತ್ಸೆಗೆ ನೆರವು ನೀಡುವುದಾಗಿ ಅಧಿಕಾರಿಗಳು ಭರವಸೆ ನೀಡಿದರು. ಈ ಘಟನೆ ಎಲ್ಲರ ಗಮನ ಸೆಳೆದಿದೆ. — [502, 1495, 744, 1569]
story-mla — [1071, 812, 1518, 890]
headline: ಆಸ್ತಿಗಾಗಿ ವೃದ್ಧ ತಂದೆಯನು ಇರಿದು ಕೊಂದ ಪಾಪಿ ಮಗ — [30, 664, 297, 723]
headline-line2: ಅಸಿಂಧುಗೊಳಿಸಿದ ಹೈಕೋರ್ಟ್ — [1137, 847, 1452, 884]
brief-american — [13, 1796, 314, 1904]
body-text: ವಿಜ್ಞಾನ ಸಾಧನಗಳನ್ನು ಬಳಸಿಕೊಂಡು ಗ್ರಹಣ ವೀಕ್ಷಿಸಬೇಕು. ರಿಂಗ್ ಆಫ್ ಫೈರ್ ಎಂದರೇನು: ಸೂರ್ಯ ಮತ್ತು ಭೂಮಿಯ ನಡುವೆ ಚಂದ್ರ ಹಾದುಹೋದಾಗ ಸೂರ್ಯನ ಮಧ್ಯಭಾಗವನ್ನು ಮಾತ್ರ ಮರೆಮಾಡುತ್ತಾನೆ. ಆಗ ಸೂರ್ಯನ ಅಂಚು ಬೆಂಕಿಯ ಉಂಗುರದಂತೆ ಕಾಣುತ್ತದೆ. ದಕ್ಷಿಣ ಆಫ್ರಿಕಾ, ಅಂಟಾರ್ಕ್ಟಿಕಾ ಭಾಗದಲ್ಲಿ ಗ್ರಹಣ ಗೋಚರಿಸಲಿದೆ ಎಂದು ವಿಜ್ಞಾನಿಗಳು ತಿಳಿಸಿದ್ದಾರೆ. — [1300, 450, 1516, 539]
dateline: ಬೆಂಗಳೂರು: — [18, 732, 62, 744]
body: ಬಸ್ ಚಾಲಕನ ನಿಯಂತ್ರಣ ತಪ್ಪಿ ರಸ್ತೆಯ ಡಿವೈಡರ್‌ಗೆ ಡಿಕ್ಕಿ ಹೊಡೆದ ಪರಿಣಾಮ ದುರಂತ ಸಂಭವಿಸಿದೆ. ಗಾಯಾಳುಗಳನ್ನು ಸ್ಥಳೀಯರು ಆಸ್ಪತ್ರೆಗೆ ರವಾನಿಸಿದರು. ಇಬ್ಬರ ಸ್ಥಿತಿ ಗಂಭೀರವಾಗಿದೆ. ಘಟನಾ ಸ್ಥಳಕ್ಕೆ ಹಿರಿಯ ಪೊಲೀಸ್ ಅಧಿಕಾರಿಗಳು ಭೇಟಿ ನೀಡಿ ಪರಿಶೀಲಿಸಿದರು. ಪ್ರಕರಣ ದಾಖಲಾಗಿದೆ. — [931, 1949, 1206, 2007]
story-bail — [327, 780, 699, 1121]
headline: ಬ್ಲ್ಯಾಕ್‌ಮೇಲ್ — [1322, 1871, 1415, 1895]
mla-photo — [1071, 914, 1282, 1131]
page-number: 2 — [18, 1, 68, 91]
mid-rule — [320, 772, 1520, 774]
left-column-rule — [320, 102, 322, 1413]
headline-line1: ಬಾಗೇಪಲ್ಲಿ ಶಾಸಕ ಎಸ್.ಎನ್.ಸುಬ್ಬಾರೆಡ್ಡಿ ಆಯ್ಕೆ — [1141, 815, 1449, 838]
eclipse-ring-icon — [1198, 241, 1389, 432]
headline: ಮೂರುವರೆ ವರ್ಷಕ್ಕೆ ಎಸ್ಪಿ ಆದ ಈ ಬಾಲಕ! — [77, 1428, 682, 1479]
bus-photo-2 — [1274, 1482, 1518, 1774]
story-bomb — [712, 780, 1060, 964]
bus-body — [766, 1482, 1008, 1605]
sub-heading: ಆಕೆಯ ಆತ್ಮ ಎಂದ! — [707, 1831, 853, 1858]
body — [712, 842, 1060, 964]
sp-boy-col2 — [502, 1494, 744, 1571]
pavithra-photo — [327, 963, 448, 1117]
continued-col2 — [931, 1829, 1206, 2009]
body — [18, 1168, 309, 1260]
sub-heading: ದುರಂತ — [1040, 1918, 1096, 1944]
body: ನಿಲ್ದಾಣದ ಹೆಸರು ಬದಲಾವಣೆ ಮಾಡುವಂತೆ ಸಾರ್ವಜನಿಕರಿಂದ ಬಹುಕಾಲದ ಬೇಡಿಕೆ ಕೇಳಿಬಂದಿತ್ತು. ರಾಜ್ಯದಲ್ಲಿ ರೈಲ್ವೆ ಸೌಲಭ್ಯ ಹೆಚ್ಚಿಸುವ ಕುರಿತು ಮಾತನಾಡಿದ ಸೋಮಣ್ಣ ಅವರು ಕರ್ನಾಟಕಕ್ಕೆ ಈ ಬಾರಿ ಹೆಚ್ಚು ಅನುದಾನ ನೀಡಲಾಗಿದೆ ಎಂದರು. ಸುಮಾರು 800 ಕೋಟಿ ವೆಚ್ಚದಲ್ಲಿ ಕಾಮಗಾರಿ ನಡೆಯಲಿದೆ. 7,748 ಕೋಟಿ ರೂ. ಅನುದಾನ ನೀಡಲಾಗಿದ್ದು, 52,000 ಕೋಟಿ ರೂ. ಮೌಲ್ಯದ ಯೋಜನೆಗಳು ನಡೆಯುತ್ತಿವೆ. 707 ಮೇಲ್ಸೇತುವೆಗಳ ನಿರ್ಮಾಣ ಮಾಡಲಾಗಿದೆ ಎಂದು ಮಾಹಿತಿ ನೀಡಿದರು. — [327, 1882, 628, 1971]
